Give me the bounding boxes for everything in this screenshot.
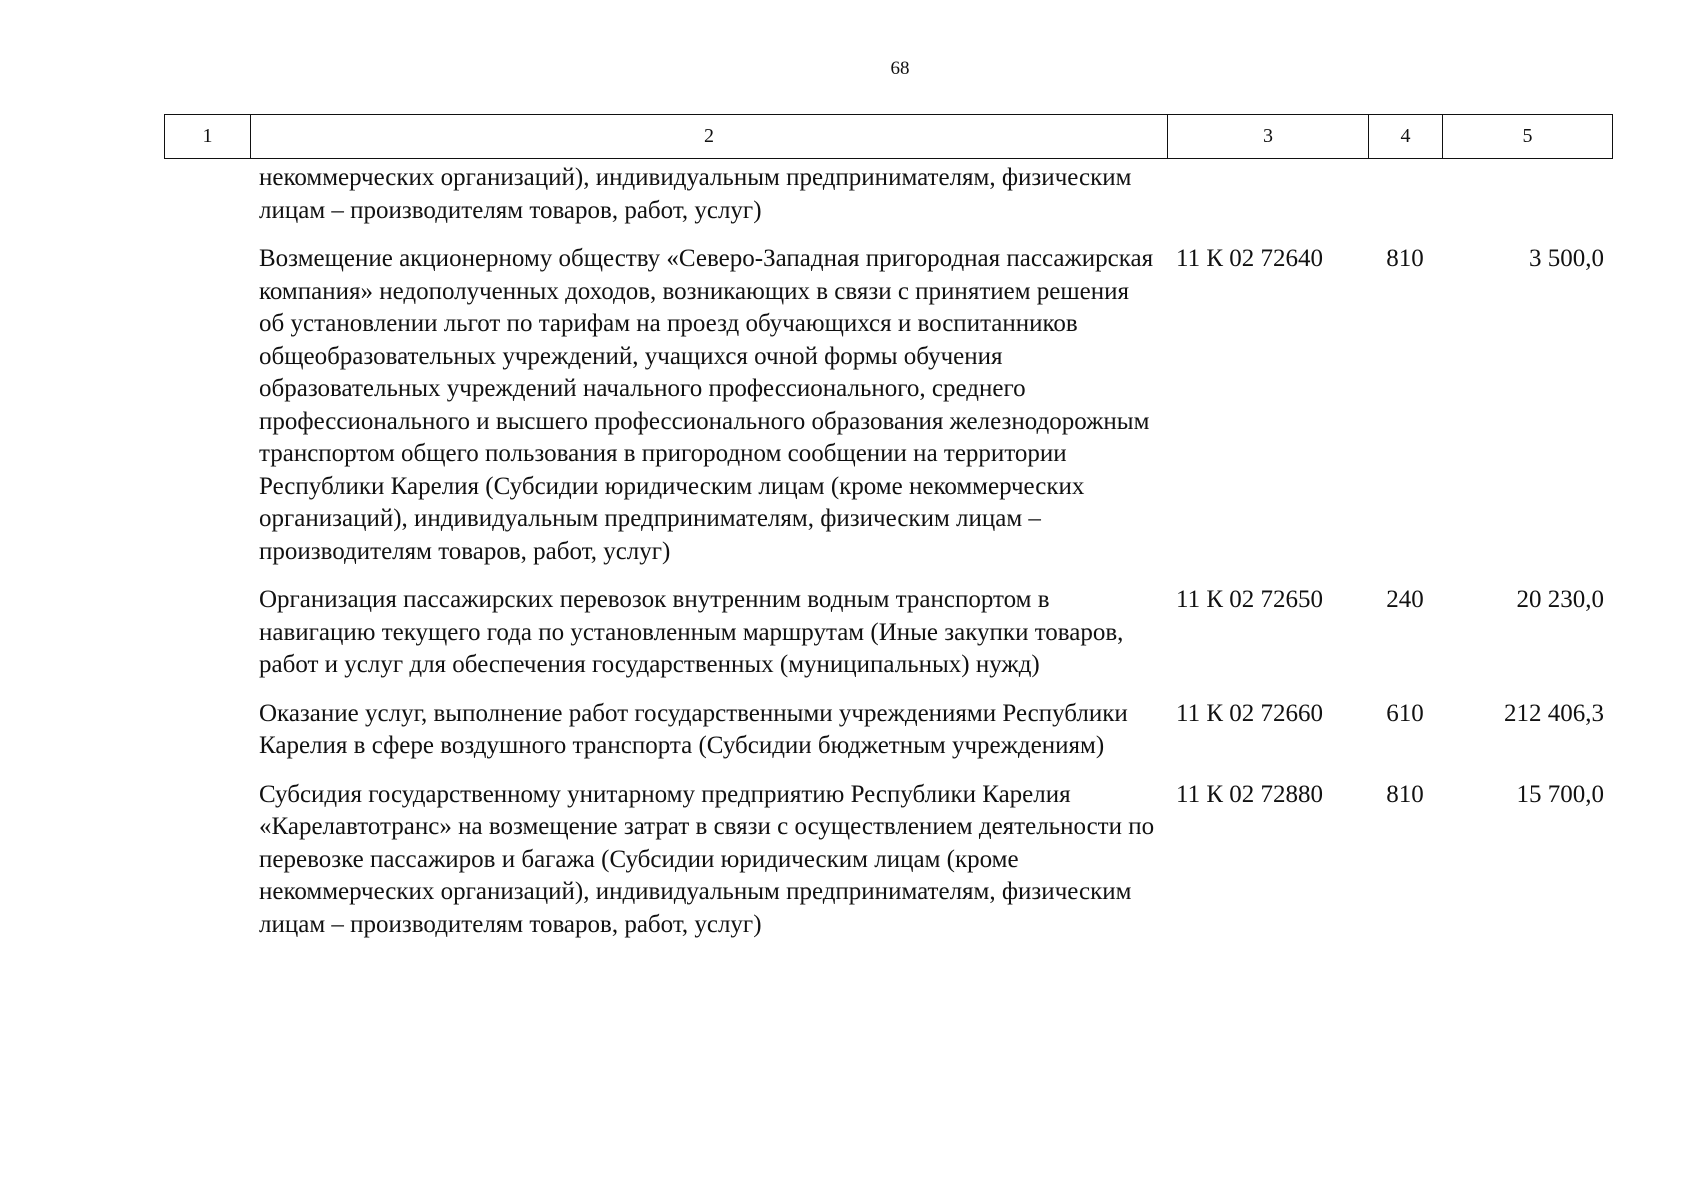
header-col-2: 2 — [251, 115, 1168, 159]
header-row — [165, 115, 1613, 159]
row-amount: 20 230,0 — [1516, 586, 1604, 613]
row-expense-type: 810 — [1386, 245, 1424, 272]
row-description: Субсидия государственному унитарному предприятию Республики Карелия «Карелавтотранс» на возмещение затрат в связи с осуществлением деятельности по перевозке пассажиров и багажа (Субсидии юридическим лицам (кроме некоммерческих организаций), индивидуальным предпринимателям, физическим лицам – производителям товаров, работ, услуг) — [259, 780, 1155, 938]
row-amount: 3 500,0 — [1529, 245, 1604, 272]
header-col-5: 5 — [1443, 115, 1613, 159]
row-amount: 212 406,3 — [1504, 699, 1604, 727]
row-description: некоммерческих организаций), индивидуальным предпринимателям, физическим лицам – производителям товаров, работ, услуг) — [259, 164, 1132, 224]
table-row — [164, 568, 1612, 682]
row-amount: 15 700,0 — [1516, 780, 1604, 808]
row-target-code: 11 К 02 72660 — [1176, 699, 1323, 727]
row-target-code: 11 К 02 72650 — [1176, 586, 1323, 613]
row-target-code: 11 К 02 72880 — [1176, 780, 1323, 808]
row-target-code: 11 К 02 72640 — [1176, 245, 1323, 272]
row-expense-type: 610 — [1386, 699, 1424, 727]
page-number: 68 — [890, 58, 910, 79]
header-col-1: 1 — [165, 115, 251, 159]
row-target-code — [1167, 162, 1368, 227]
table-row — [164, 682, 1612, 763]
row-expense-type: 240 — [1386, 586, 1424, 613]
header-col-4: 4 — [1369, 115, 1443, 159]
row-expense-type: 810 — [1386, 780, 1424, 808]
table-row — [164, 763, 1612, 942]
table-row — [164, 162, 1612, 227]
row-description: Организация пассажирских перевозок внутренним водным транспортом в навигацию текущего года по установленным маршрутам (Иные закупки товаров, работ и услуг для обеспечения государственных (муниципальных) нужд) — [259, 586, 1124, 678]
budget-table-body — [164, 162, 1612, 941]
header-col-3: 3 — [1168, 115, 1369, 159]
table-row — [164, 227, 1612, 568]
row-amount — [1442, 162, 1612, 227]
row-description: Оказание услуг, выполнение работ государственными учреждениями Республики Карелия в сфере воздушного транспорта (Субсидии бюджетным учреждениям) — [259, 699, 1128, 759]
row-expense-type — [1368, 162, 1442, 227]
column-number-header — [164, 114, 1613, 159]
row-description: Возмещение акционерному обществу «Северо-Западная пригородная пассажирская компания» недополученных доходов, возникающих в связи с принятием решения об установлении льгот по тарифам на проезд обучающихся и воспитанников общеобразовательных учреждений, учащихся очной формы обучения образовательных учреждений начального профессионального, среднего профессионального и высшего профессионального образования железнодорожным транспортом общего пользования в пригородном сообщении на территории Республики Карелия (Субсидии юридическим лицам (кроме некоммерческих организаций), индивидуальным предпринимателям, физическим лицам – производителям товаров, работ, услуг) — [259, 245, 1154, 565]
